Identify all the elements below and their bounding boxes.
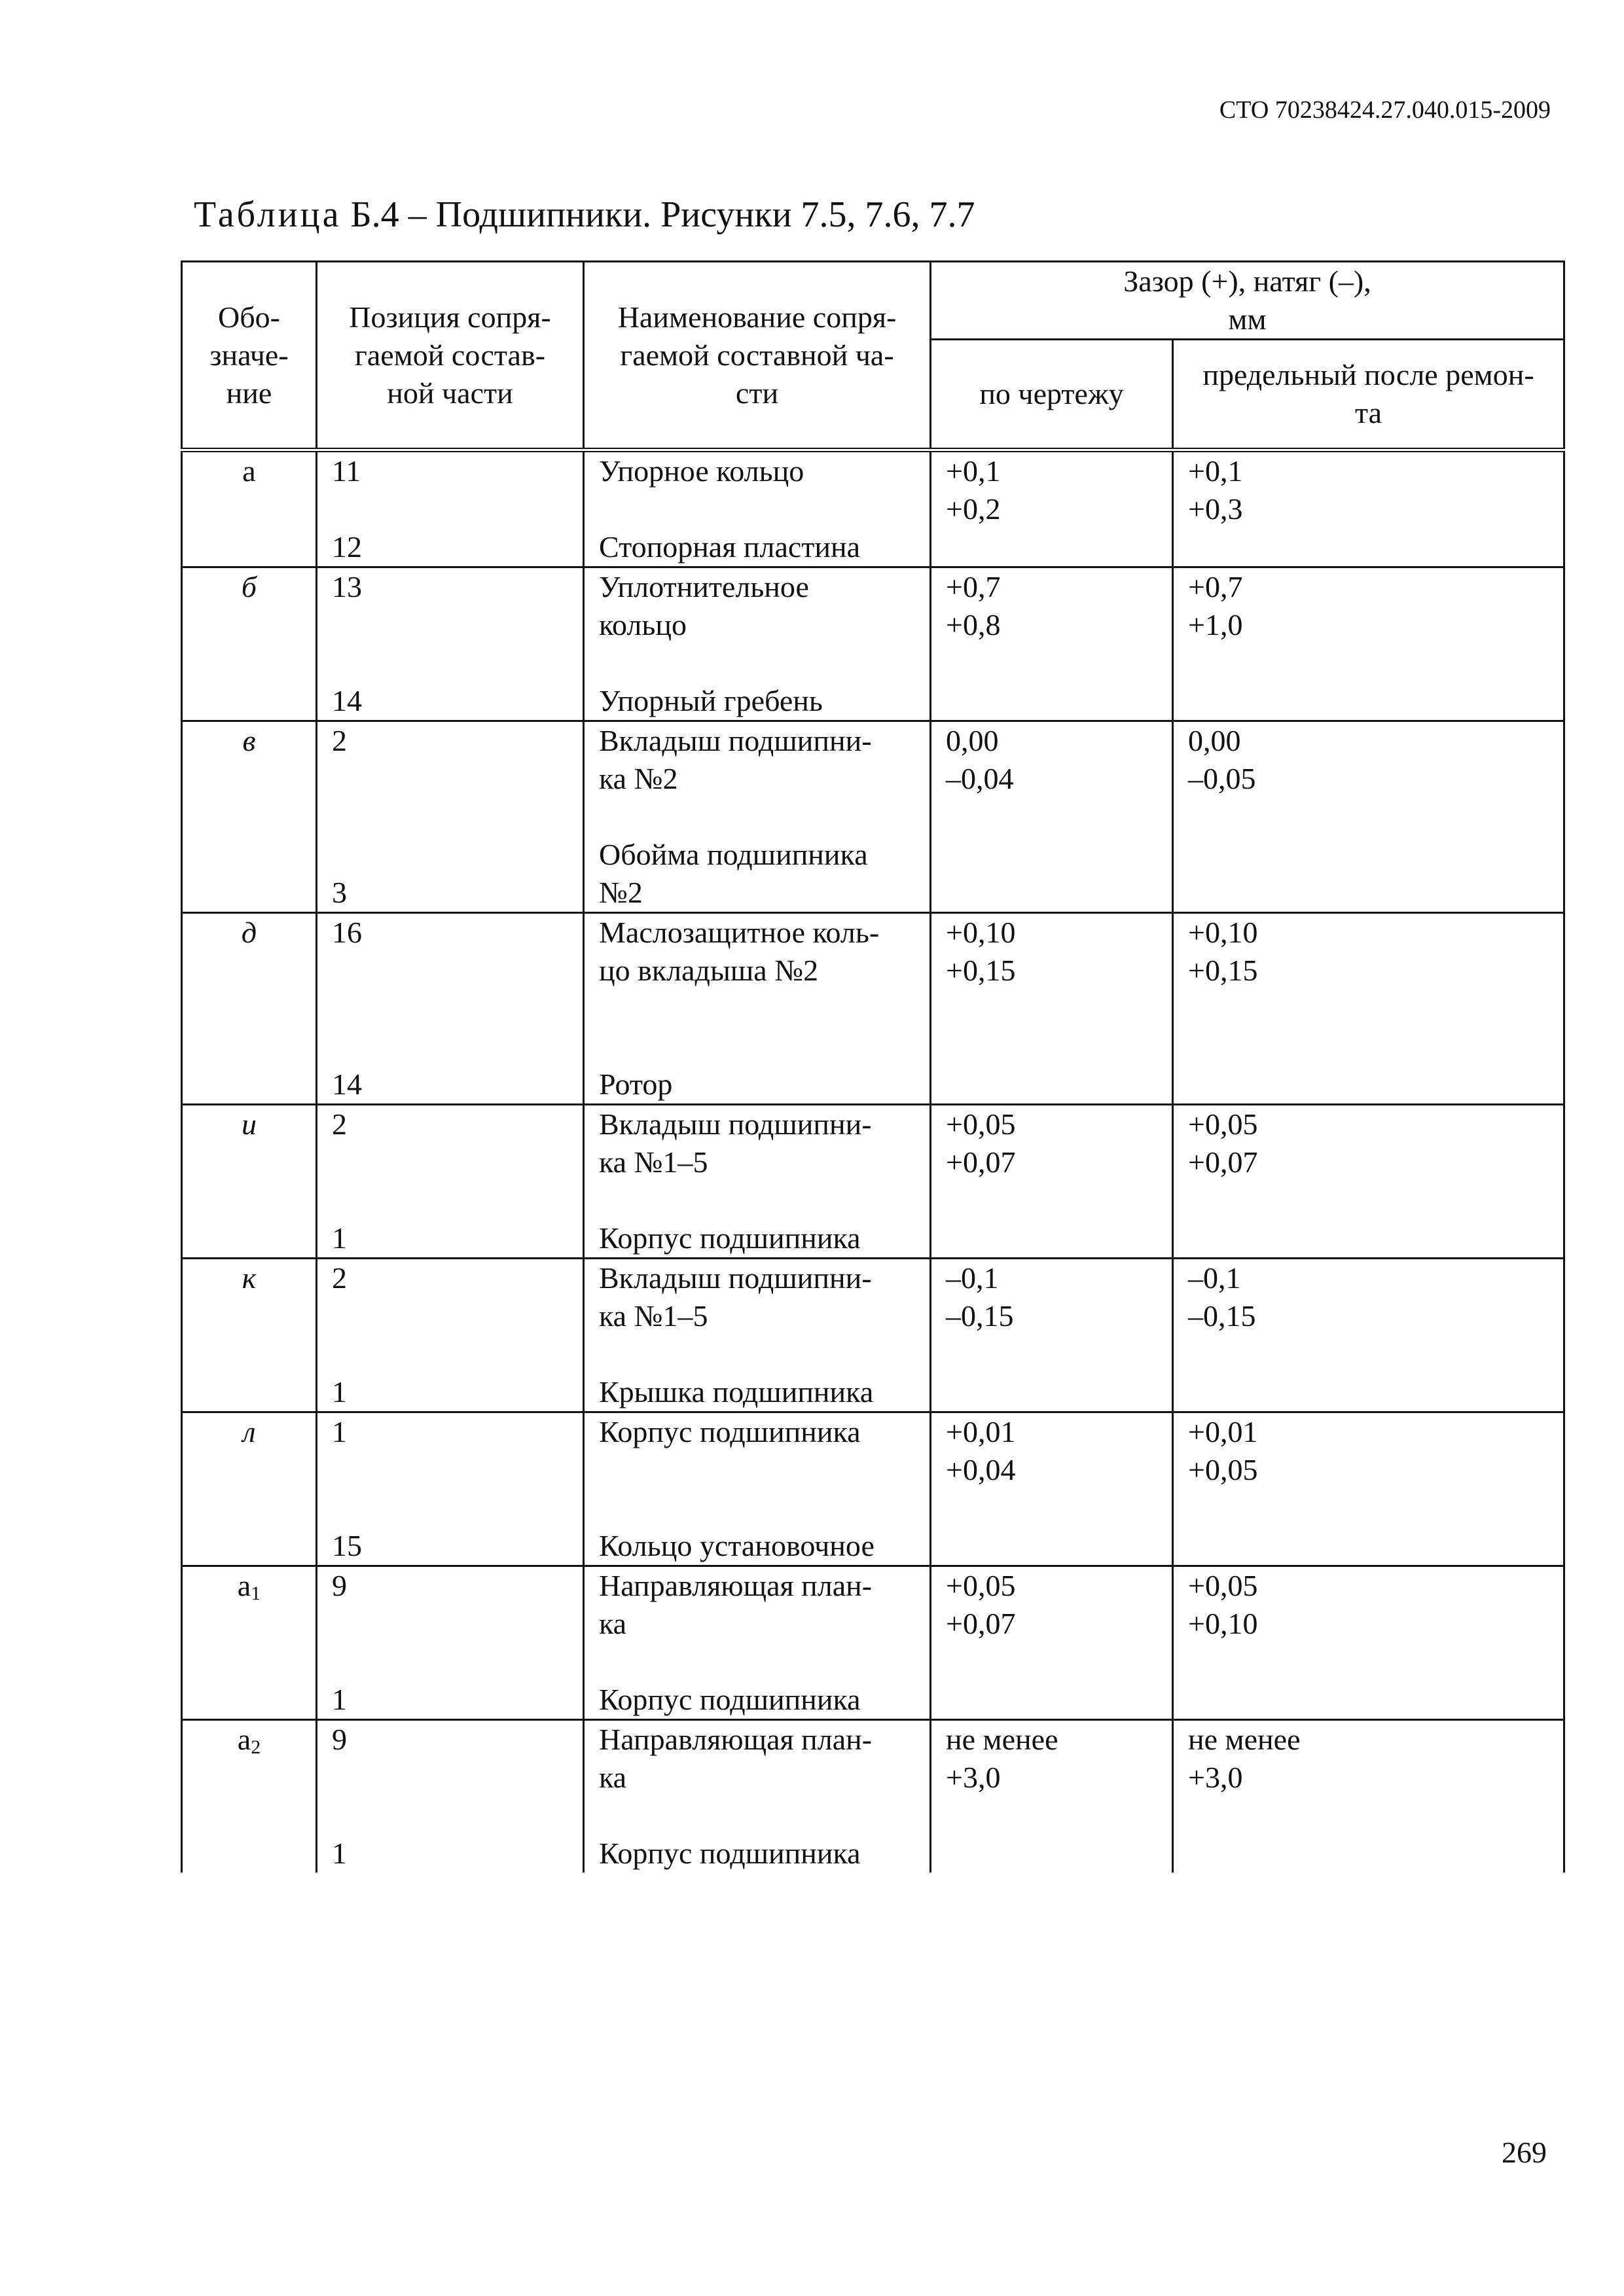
table-body — [182, 450, 1564, 1873]
row-limit — [1173, 450, 1564, 567]
part-name-top: Вкладыш подшипни- ка №1–5 — [599, 1107, 872, 1179]
part-name-top: Направляющая план- ка — [599, 1569, 873, 1640]
row-by-drawing — [931, 1566, 1173, 1720]
part-name-bottom: Стопорная пластина — [599, 530, 861, 564]
position-bottom: 12 — [332, 530, 362, 564]
row-part-name — [584, 1566, 931, 1720]
limit-value: +0,05 +0,10 — [1188, 1569, 1258, 1640]
row-part-name — [584, 567, 931, 721]
position-bottom: 1 — [332, 1837, 347, 1870]
limit-value: +0,10 +0,15 — [1188, 916, 1258, 987]
row-position — [317, 1720, 584, 1873]
part-name-top: Маслозащитное коль- цо вкладыша №2 — [599, 916, 880, 987]
table-row — [182, 1412, 1564, 1566]
header-limit-after-repair: предельный после ремон- та — [1173, 340, 1564, 450]
row-designation: $а_2$ — [182, 1720, 317, 1873]
row-part-name — [584, 450, 931, 567]
page-number: 269 — [1502, 2136, 1547, 2169]
row-limit — [1173, 1259, 1564, 1412]
row-limit — [1173, 1105, 1564, 1259]
position-top: 16 — [332, 916, 362, 949]
part-name-top: Упорное кольцо — [599, 454, 804, 488]
row-by-drawing — [931, 1105, 1173, 1259]
part-name-bottom: Обойма подшипника №2 — [599, 838, 868, 909]
by-drawing-value: –0,1 –0,15 — [946, 1261, 1014, 1333]
position-top: 11 — [332, 454, 361, 488]
row-by-drawing — [931, 1259, 1173, 1412]
header-part-name: Наименование сопря- гаемой составной ча- сти — [584, 262, 931, 450]
part-name-top: Направляющая план- ка — [599, 1723, 873, 1794]
by-drawing-value: +0,1 +0,2 — [946, 454, 1001, 526]
position-bottom: 14 — [332, 684, 362, 717]
table-title — [194, 194, 975, 236]
row-limit — [1173, 1566, 1564, 1720]
limit-value: 0,00 –0,05 — [1188, 724, 1256, 795]
row-limit — [1173, 721, 1564, 913]
row-position — [317, 721, 584, 913]
by-drawing-value: +0,05 +0,07 — [946, 1107, 1016, 1179]
designation-subscript: 1 — [251, 1583, 261, 1604]
position-top: 9 — [332, 1723, 347, 1756]
row-designation: д — [182, 913, 317, 1105]
limit-value: +0,7 +1,0 — [1188, 570, 1243, 641]
row-by-drawing — [931, 721, 1173, 913]
row-by-drawing — [931, 1720, 1173, 1873]
position-bottom: 15 — [332, 1529, 362, 1562]
table-title-text: Б.4 – Подшипники. Рисунки 7.5, 7.6, 7.7 — [341, 194, 975, 235]
row-position — [317, 450, 584, 567]
row-part-name — [584, 1720, 931, 1873]
row-by-drawing — [931, 1412, 1173, 1566]
row-part-name — [584, 721, 931, 913]
row-limit — [1173, 913, 1564, 1105]
position-bottom: 1 — [332, 1683, 347, 1716]
by-drawing-value: +0,01 +0,04 — [946, 1415, 1016, 1486]
table-row — [182, 913, 1564, 1105]
limit-value: +0,05 +0,07 — [1188, 1107, 1258, 1179]
header-position: Позиция сопря- гаемой состав- ной части — [317, 262, 584, 450]
row-designation: в — [182, 721, 317, 913]
row-designation: $а_1$ — [182, 1566, 317, 1720]
bearings-table — [181, 260, 1565, 1873]
position-bottom: 3 — [332, 876, 347, 909]
by-drawing-value: не менее +3,0 — [946, 1723, 1058, 1794]
row-part-name — [584, 1105, 931, 1259]
row-limit — [1173, 1720, 1564, 1873]
header-designation: Обо- значе- ние — [182, 262, 317, 450]
table-row — [182, 1259, 1564, 1412]
row-by-drawing — [931, 913, 1173, 1105]
table-row — [182, 1720, 1564, 1873]
part-name-bottom: Корпус подшипника — [599, 1837, 861, 1870]
part-name-bottom: Крышка подшипника — [599, 1375, 874, 1408]
row-by-drawing — [931, 567, 1173, 721]
row-designation: л — [182, 1412, 317, 1566]
limit-value: +0,1 +0,3 — [1188, 454, 1243, 526]
position-top: 1 — [332, 1415, 347, 1448]
row-limit — [1173, 567, 1564, 721]
row-position — [317, 1259, 584, 1412]
position-top: 2 — [332, 1107, 347, 1141]
by-drawing-value: +0,7 +0,8 — [946, 570, 1001, 641]
position-top: 9 — [332, 1569, 347, 1602]
header-by-drawing: по чертежу — [931, 340, 1173, 450]
row-designation: к — [182, 1259, 317, 1412]
part-name-top: Вкладыш подшипни- ка №1–5 — [599, 1261, 872, 1333]
by-drawing-value: +0,05 +0,07 — [946, 1569, 1016, 1640]
row-position — [317, 1412, 584, 1566]
part-name-top: Вкладыш подшипни- ка №2 — [599, 724, 872, 795]
position-bottom: 1 — [332, 1375, 347, 1408]
part-name-bottom: Корпус подшипника — [599, 1221, 861, 1255]
position-bottom: 1 — [332, 1221, 347, 1255]
position-top: 2 — [332, 724, 347, 757]
part-name-top: Уплотнительное кольцо — [599, 570, 809, 641]
row-position — [317, 1105, 584, 1259]
table-title-prefix: Таблица — [194, 194, 342, 235]
table-row — [182, 567, 1564, 721]
part-name-top: Корпус подшипника — [599, 1415, 861, 1448]
designation-subscript: 2 — [251, 1736, 261, 1758]
table-row — [182, 1105, 1564, 1259]
table-row — [182, 721, 1564, 913]
header-gap-group: Зазор (+), натяг (–), мм — [931, 262, 1564, 340]
part-name-bottom: Ротор — [599, 1067, 673, 1101]
position-top: 2 — [332, 1261, 347, 1295]
part-name-bottom: Кольцо установочное — [599, 1529, 875, 1562]
document-code: СТО 70238424.27.040.015-2009 — [1219, 96, 1551, 124]
row-designation: б — [182, 567, 317, 721]
part-name-bottom: Корпус подшипника — [599, 1683, 861, 1716]
row-designation: а — [182, 450, 317, 567]
by-drawing-value: +0,10 +0,15 — [946, 916, 1016, 987]
limit-value: не менее +3,0 — [1188, 1723, 1301, 1794]
limit-value: –0,1 –0,15 — [1188, 1261, 1256, 1333]
row-position — [317, 913, 584, 1105]
row-limit — [1173, 1412, 1564, 1566]
position-bottom: 14 — [332, 1067, 362, 1101]
row-by-drawing — [931, 450, 1173, 567]
part-name-bottom: Упорный гребень — [599, 684, 823, 717]
row-part-name — [584, 913, 931, 1105]
table-row — [182, 450, 1564, 567]
position-top: 13 — [332, 570, 362, 603]
row-position — [317, 567, 584, 721]
limit-value: +0,01 +0,05 — [1188, 1415, 1258, 1486]
table-row — [182, 1566, 1564, 1720]
row-position — [317, 1566, 584, 1720]
row-part-name — [584, 1259, 931, 1412]
row-designation: и — [182, 1105, 317, 1259]
row-part-name — [584, 1412, 931, 1566]
by-drawing-value: 0,00 –0,04 — [946, 724, 1014, 795]
